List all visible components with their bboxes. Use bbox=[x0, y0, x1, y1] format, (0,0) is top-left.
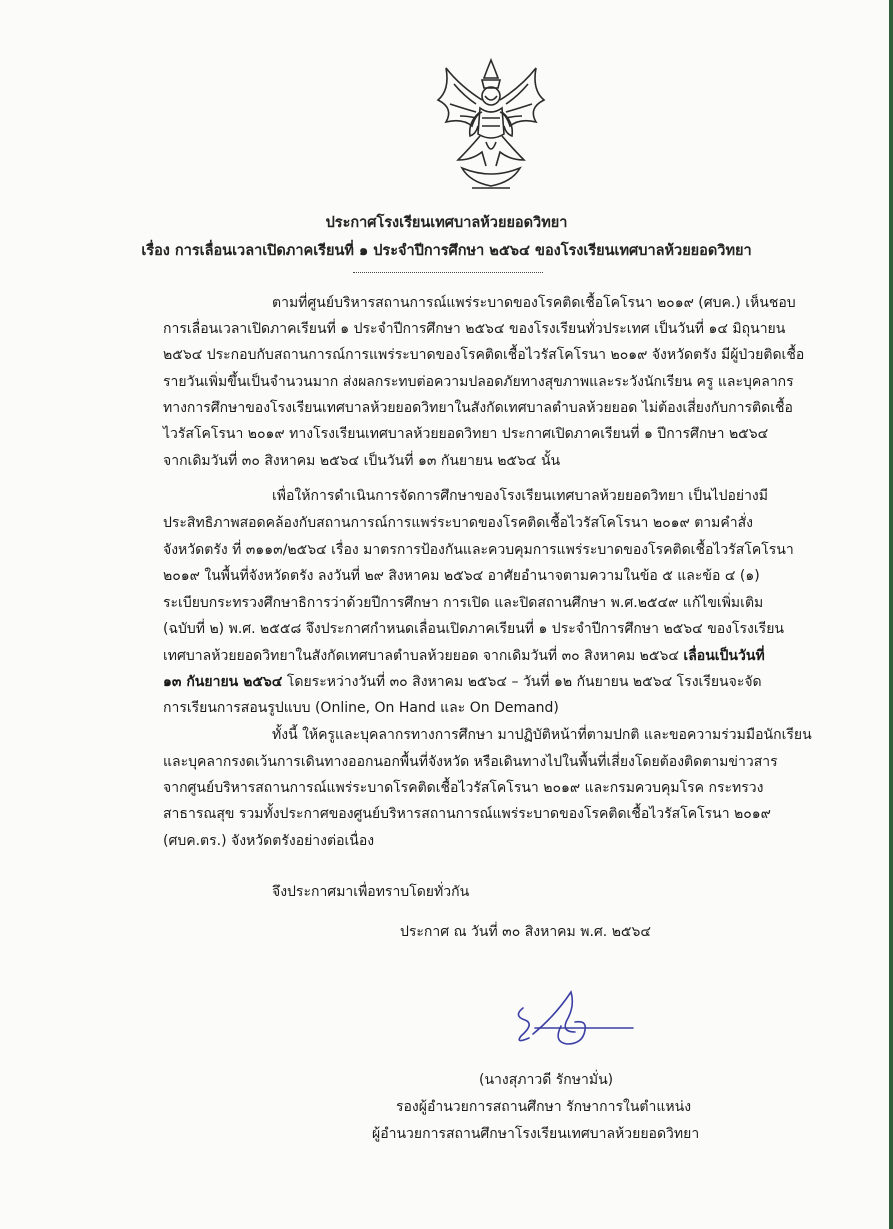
paragraph-line: ประสิทธิภาพสอดคล้องกับสถานการณ์การแพร่ระบาดของโรคติดเชื้อไวรัสโคโรนา ๒๐๑๙ ตามคำสั่ง bbox=[163, 515, 753, 531]
paragraph-line: ๒๐๑๙ ในพื้นที่จังหวัดตรัง ลงวันที่ ๒๙ สิงหาคม ๒๕๖๔ อาศัยอำนาจตามความในข้อ ๕ และข้อ ๔ (๑) bbox=[163, 568, 760, 584]
signatory-position: ผู้อำนวยการสถานศึกษาโรงเรียนเทศบาลห้วยยอดวิทยา bbox=[372, 1126, 700, 1142]
paragraph-line: เพื่อให้การดำเนินการจัดการศึกษาของโรงเรียนเทศบาลห้วยยอดวิทยา เป็นไปอย่างมี bbox=[272, 488, 768, 504]
highlight-postpone: เลื่อนเป็นวันที่ bbox=[683, 648, 765, 664]
announcement-title: ประกาศโรงเรียนเทศบาลห้วยยอดวิทยา bbox=[325, 215, 568, 231]
paragraph-line: ไวรัสโคโรนา ๒๐๑๙ ทางโรงเรียนเทศบาลห้วยยอดวิทยา ประกาศเปิดภาคเรียนที่ ๑ ปีการศึกษา ๒๕๖๔ bbox=[163, 426, 769, 442]
paragraph-line bbox=[163, 672, 843, 692]
dotted-divider bbox=[353, 272, 543, 273]
paragraph-line: การเรียนการสอนรูปแบบ (Online, On Hand และ On Demand) bbox=[163, 700, 559, 716]
paragraph-line: ทางการศึกษาของโรงเรียนเทศบาลห้วยยอดวิทยาในสังกัดเทศบาลตำบลห้วยยอด ไม่ต้องเสี่ยงกับการติดเชื้อ bbox=[163, 400, 793, 416]
closing-line: จึงประกาศมาเพื่อทราบโดยทั่วกัน bbox=[272, 884, 470, 900]
paragraph-line: รายวันเพิ่มขึ้นเป็นจำนวนมาก ส่งผลกระทบต่อความปลอดภัยทางสุขภาพและระวังนักเรียน ครู และบุคลากร bbox=[163, 374, 794, 390]
paragraph-text: เทศบาลห้วยยอดวิทยาในสังกัดเทศบาลตำบลห้วยยอด จากเดิมวันที่ ๓๐ สิงหาคม ๒๕๖๔ bbox=[163, 648, 684, 664]
paragraph-text: โดยระหว่างวันที่ ๓๐ สิงหาคม ๒๕๖๔ – วันที่ ๑๒ กันยายน ๒๕๖๔ โรงเรียนจะจัด bbox=[282, 674, 762, 690]
paragraph-line: (ฉบับที่ ๒) พ.ศ. ๒๕๕๘ จึงประกาศกำหนดเลื่อนเปิดภาคเรียนที่ ๑ ประจำปีการศึกษา ๒๕๖๔ ของโรงเรียน bbox=[163, 621, 784, 637]
paragraph-line: และบุคลากรงดเว้นการเดินทางออกนอกพื้นที่จังหวัด หรือเดินทางไปในพื้นที่เสี่ยงโดยต้องติดตามข่าวสาร bbox=[163, 754, 778, 770]
highlight-new-date: ๑๓ กันยายน ๒๕๖๔ bbox=[163, 674, 283, 690]
signatory-position: รองผู้อำนวยการสถานศึกษา รักษาการในตำแหน่ง bbox=[396, 1099, 692, 1115]
announcement-date: ประกาศ ณ วันที่ ๓๐ สิงหาคม พ.ศ. ๒๕๖๔ bbox=[400, 924, 652, 940]
signature-image bbox=[505, 986, 635, 1052]
paragraph-line: สาธารณสุข รวมทั้งประกาศของศูนย์บริหารสถานการณ์แพร่ระบาดของโรคติดเชื้อไวรัสโคโรนา ๒๐๑๙ bbox=[163, 806, 771, 822]
paragraph-line bbox=[163, 646, 843, 666]
paragraph-line: จังหวัดตรัง ที่ ๓๑๑๓/๒๕๖๔ เรื่อง มาตรการป้องกันและควบคุมการแพร่ระบาดของโรคติดเชื้อไวรัสโคโรนา bbox=[163, 542, 794, 558]
garuda-emblem-icon bbox=[432, 56, 550, 196]
paragraph-line: ทั้งนี้ ให้ครูและบุคลากรทางการศึกษา มาปฏิบัติหน้าที่ตามปกติ และขอความร่วมมือนักเรียน bbox=[272, 727, 812, 743]
paragraph-line: จากศูนย์บริหารสถานการณ์แพร่ระบาดโรคติดเชื้อไวรัสโคโรนา ๒๐๑๙ และกรมควบคุมโรค กระทรวง bbox=[163, 780, 764, 796]
paragraph-line: การเลื่อนเวลาเปิดภาคเรียนที่ ๑ ประจำปีการศึกษา ๒๕๖๔ ของโรงเรียนทั่วประเทศ เป็นวันที่ ๑๔ มิถุนายน bbox=[163, 321, 786, 337]
paragraph-line: (ศบค.ตร.) จังหวัดตรังอย่างต่อเนื่อง bbox=[163, 833, 375, 849]
paragraph-line: จากเดิมวันที่ ๓๐ สิงหาคม ๒๕๖๔ เป็นวันที่ ๑๓ กันยายน ๒๕๖๔ นั้น bbox=[163, 453, 561, 469]
paragraph-line: ตามที่ศูนย์บริหารสถานการณ์แพร่ระบาดของโรคติดเชื้อโคโรนา ๒๐๑๙ (ศบค.) เห็นชอบ bbox=[272, 295, 796, 311]
announcement-subject: เรื่อง การเลื่อนเวลาเปิดภาคเรียนที่ ๑ ประจำปีการศึกษา ๒๕๖๔ ของโรงเรียนเทศบาลห้วยยอดวิทยา bbox=[141, 243, 752, 259]
signatory-name: (นางสุภาวดี รักษามั่น) bbox=[479, 1072, 614, 1088]
paragraph-line: ระเบียบกระทรวงศึกษาธิการว่าด้วยปีการศึกษา การเปิด และปิดสถานศึกษา พ.ศ.๒๕๔๙ แก้ไขเพิ่มเติม bbox=[163, 595, 764, 611]
paragraph-line: ๒๕๖๔ ประกอบกับสถานการณ์การแพร่ระบาดของโรคติดเชื้อไวรัสโคโรนา ๒๐๑๙ จังหวัดตรัง มีผู้ป่วยติดเชื้อ bbox=[163, 347, 805, 363]
